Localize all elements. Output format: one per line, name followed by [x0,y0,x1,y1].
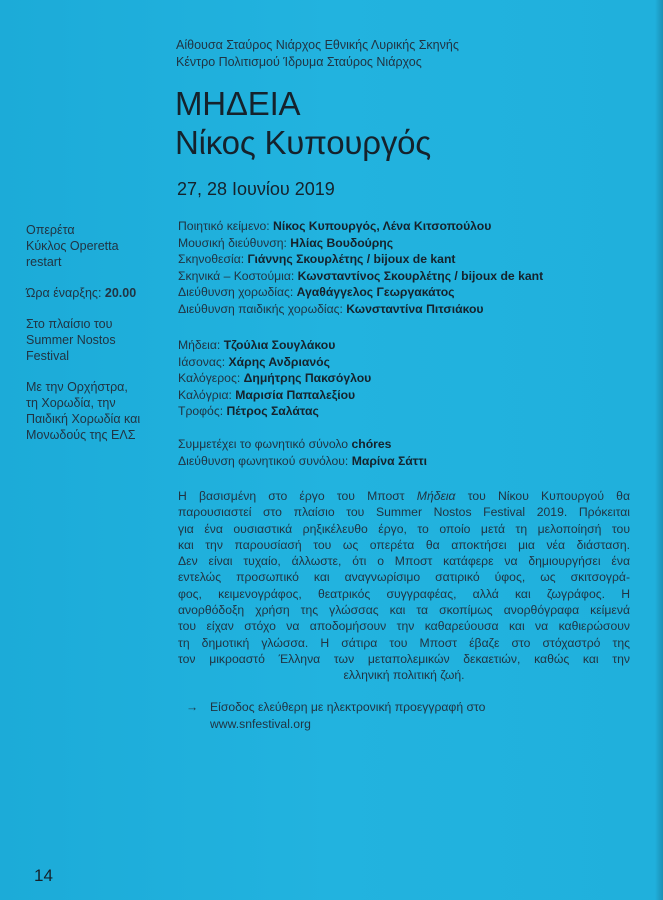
performers-line: τη Χορωδία, την [26,396,116,410]
description-line: του είχαν στόχο να αποδομήσουν την καθαρεύουσα και να καθιερώσουν [178,619,630,634]
registration-note [186,699,616,733]
ensemble-director-name: Μαρίνα Σάττι [351,453,428,468]
description-line: ανορθόδοξη χρήση της γλώσσας και τα σκοπίμως ανορθόγραφα κείμενά [178,603,630,618]
credit-row [178,284,648,301]
cast-row [178,387,648,404]
credit-row [178,268,648,285]
cast-row [178,403,648,420]
credit-name: Νίκος Κυπουργός, Λένα Κιτσοπούλου [273,219,492,233]
vocal-ensemble-credits [178,436,648,469]
credit-role: Μουσική διεύθυνση: [178,235,287,250]
page-number: 14 [34,866,53,885]
performers-line: Με την Ορχήστρα, [26,380,128,394]
start-time-block [26,285,166,301]
description-line: παρουσιαστεί στο πλαίσιο του Summer Nostos Festival 2019. Πρόκειται [178,505,630,520]
context-line: Festival [26,349,70,363]
genre-block [26,222,166,270]
cast-role: Καλόγερος: [178,371,241,385]
credit-row [178,301,648,318]
context-line: Summer Nostos [26,333,116,347]
credit-name: Ηλίας Βουδούρης [290,235,394,250]
credit-row [178,218,648,235]
genre-line: restart [26,255,62,269]
page-binding-shadow [655,0,663,900]
credit-role: Διεύθυνση χορωδίας: [178,285,294,299]
description-italic-title: Μήδεια [416,489,456,503]
credit-name: Γιάννης Σκουρλέτης / bijoux de kant [247,252,456,266]
genre-line: Οπερέτα [26,223,75,237]
ensemble-director-label: Διεύθυνση φωνητικού συνόλου: [178,453,349,468]
description-line: φος, κειμενογράφος, θεατρικός συγγραφέας, αλλά και ζωγράφος. Η [178,586,630,601]
cast-name: Πέτρος Σαλάτας [226,404,319,418]
festival-website-link[interactable]: www.snfestival.org [210,717,311,731]
performance-dates: 27, 28 Ιουνίου 2019 [177,179,335,199]
cast-row [178,354,648,371]
genre-line: Κύκλος Operetta [26,239,119,253]
credit-role: Ποιητικό κείμενο: [178,219,270,233]
credit-name: Κωνσταντίνα Πιτσιάκου [346,301,484,316]
description-text: του Νίκου Κυπουργού θα [455,489,630,503]
context-line: Στο πλαίσιο του [26,317,113,331]
ensemble-director-row [178,453,648,470]
registration-text: Είσοδος ελεύθερη με ηλεκτρονική προεγγραφή στο [210,700,486,714]
cast-name: Μαρισία Παπαλεξίου [235,387,356,402]
venue-info [176,37,636,71]
cast-row [178,337,648,354]
description-line: Δεν είναι τυχαίο, άλλωστε, ότι ο Μποστ κατάφερε να δημιουργήσει ένα [178,554,630,569]
credit-row [178,251,648,268]
description-line: για ένα ουσιαστικά ρηξικέλευθο έργο, το οποίο μετά τη μελοποίησή του [178,521,630,536]
composer-name: Νίκος Κυπουργός [175,124,431,161]
cast-role: Τροφός: [178,404,224,418]
credit-row [178,235,648,252]
start-time-value: 20.00 [104,286,137,300]
ensemble-row [178,436,648,453]
cast-name: Τζούλια Σουγλάκου [223,338,336,352]
cast-row [178,370,648,387]
description-line: τη δημοτική γλώσσα. Η σάτιρα του Μποστ έβαζε στο στόχαστρό της [178,635,630,650]
description-line: και την παρουσίασή του ως οπερέτα θα αποκτήσει μια νέα διάσταση. [178,537,630,552]
work-title: ΜΗΔΕΙΑ [175,85,301,122]
work-description [178,488,630,684]
cast-role: Καλόγρια: [178,387,232,402]
description-line: εντελώς προσωπικό και αναγνωρίσιμο σατιρικό ύφος, ως σκιτσογρά- [178,570,630,585]
description-line: τον μικροαστό Έλληνα των μεταπολεμικών δεκαετιών, καθώς και την [178,651,630,666]
ensemble-text: Συμμετέχει το φωνητικό σύνολο [178,437,349,451]
event-title [175,84,635,162]
credit-role: Σκηνοθεσία: [178,252,245,266]
festival-context-block [26,316,166,364]
credit-name: Αγαθάγγελος Γεωργακάτος [296,285,455,299]
credit-role: Διεύθυνση παιδικής χορωδίας: [178,301,343,316]
arrow-right-icon: → [186,700,199,714]
cast-name: Δημήτρης Πακσόγλου [243,371,372,385]
ensemble-name: chóres [351,437,392,451]
venue-line-center: Κέντρο Πολιτισμού Ίδρυμα Σταύρος Νιάρχος [176,55,422,69]
cast-credits [178,337,648,420]
credit-role: Σκηνικά – Κοστούμια: [178,268,295,283]
credit-name: Κωνσταντίνος Σκουρλέτης / bijoux de kant [297,268,544,283]
cast-name: Χάρης Ανδριανός [228,354,330,369]
start-time-label: Ώρα έναρξης: [26,286,102,300]
venue-line-hall: Αίθουσα Σταύρος Νιάρχος Εθνικής Λυρικής Σκηνής [176,38,459,52]
cast-role: Ιάσονας: [178,354,226,369]
description-line: ελληνική πολιτική ζωή. [343,668,465,683]
performers-line: Μονωδούς της ΕΛΣ [26,428,136,442]
description-text: Η βασισμένη στο έργο του Μποστ [178,489,417,503]
performers-block [26,379,166,443]
crew-credits [178,218,648,317]
performers-line: Παιδική Χορωδία και [26,412,141,426]
sidebar-info [26,222,166,458]
description-line [178,488,630,504]
cast-role: Μήδεια: [178,338,221,352]
